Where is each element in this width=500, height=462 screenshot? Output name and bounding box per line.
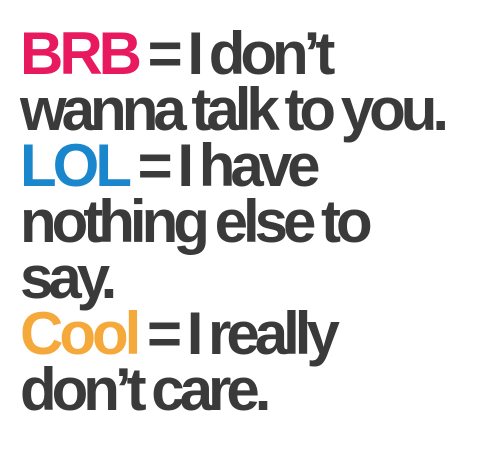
brb-meaning-part-1: I don’t: [187, 20, 331, 87]
cool-definition-line-1: [20, 300, 490, 367]
lol-definition-line-2: [20, 188, 490, 255]
lol-definition-line-3: [20, 244, 490, 311]
lol-meaning-part-2: nothing else to: [20, 188, 368, 255]
lol-keyword: LOL: [20, 132, 128, 199]
lol-meaning-part-1: I have: [177, 132, 316, 199]
lol-definition-line-1: [20, 132, 490, 199]
cool-keyword: Cool: [20, 300, 138, 367]
quote-poster: [20, 20, 490, 423]
brb-definition-line-1: [20, 20, 490, 87]
cool-meaning-part-1: I really: [186, 300, 335, 367]
lol-equals: =: [137, 132, 168, 199]
brb-definition-line-2: [20, 76, 490, 143]
brb-equals: =: [147, 20, 178, 87]
brb-meaning-part-2: wanna talk to you.: [20, 76, 445, 143]
cool-meaning-part-2: don’t care.: [20, 356, 267, 423]
brb-keyword: BRB: [20, 20, 138, 87]
cool-definition-line-2: [20, 356, 490, 423]
lol-meaning-part-3: say.: [20, 244, 113, 311]
cool-equals: =: [146, 300, 178, 367]
